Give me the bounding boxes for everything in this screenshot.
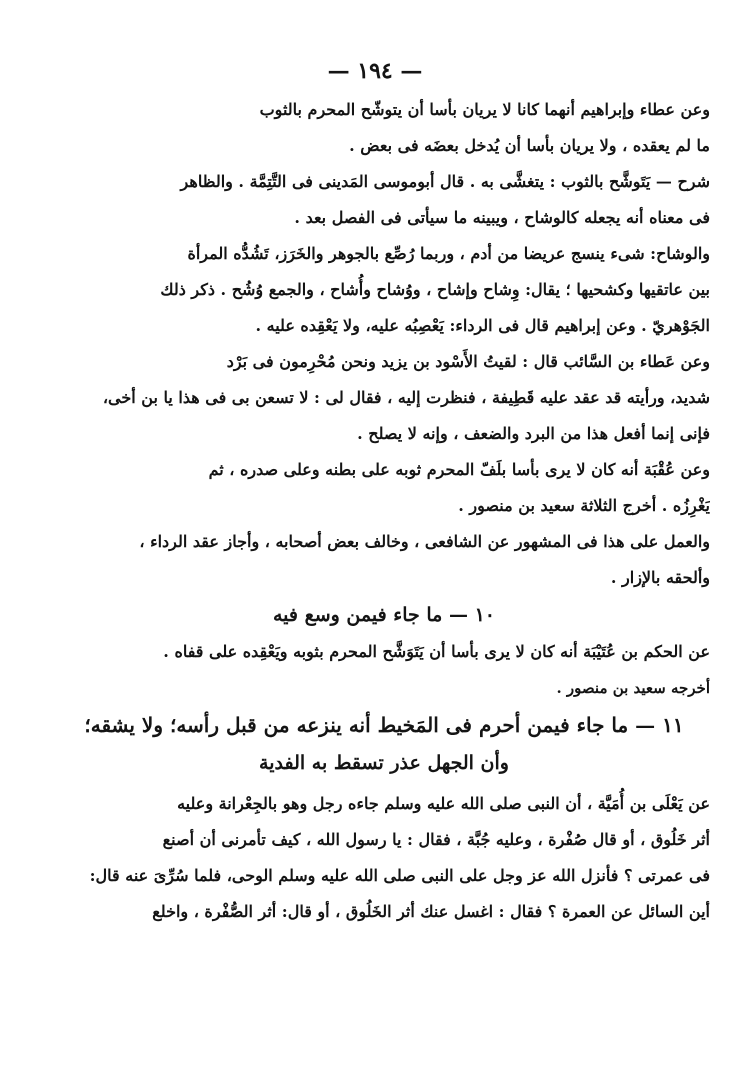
page-body [58, 92, 710, 930]
text-line: يَغْرِزُه . أخرج الثلاثة سعيد بن منصور . [458, 496, 710, 515]
text-line: فى معناه أنه يجعله كالوشاح ، ويبينه ما سيأتى فى الفصل بعد . [294, 208, 710, 227]
text-line: وعن عَطاء بن السَّائب قال : لقيتُ الأَسْود بن يزيد ونحن مُحْرِمون فى بَرْد [226, 352, 710, 371]
text-line: بين عاتقيها وكشحيها ؛ يقال: وِشاح وإشاح ، ووُشاح وأُشاح ، والجمع وُشُح . ذكر ذلك [160, 280, 710, 299]
text-line: أين السائل عن العمرة ؟ فقال : اغسل عنك أثر الخَلُوق ، أو قال: أثر الصُّفْرة ، واخلع [152, 902, 710, 921]
section-heading-11: ١١ — ما جاء فيمن أحرم فى المَخيط أنه ينزعه من قبل رأسه؛ ولا يشقه؛ [84, 713, 684, 737]
text-line: أخرجه سعيد بن منصور . [556, 679, 710, 697]
text-line: عن الحكم بن عُتَيْبَة أنه كان لا يرى بأسا أن يَتَوَشَّح المحرم بثوبه ويَعْقِده على قفاه . [163, 642, 710, 661]
section-heading-10: ١٠ — ما جاء فيمن وسع فيه [272, 604, 496, 626]
text-line: شديد، ورأيته قد عقد عليه قَطِيفة ، فنظرت إليه ، فقال لى : لا تسعن بى فى هذا يا بن أخى، [102, 388, 710, 407]
text-line: شرح — يَتَوشَّح بالثوب : يتغشَّى به . قال أبوموسى المَدينى فى التَّتِمَّة . والظاهر [180, 172, 710, 191]
text-line: وعن عُقْبَة أنه كان لا يرى بأسا بلَفّ المحرم ثوبه على بطنه وعلى صدره ، ثم [208, 460, 710, 479]
text-line: والوشاح: شىء ينسج عريضا من أدم ، وربما رُصِّع بالجوهر والخَرَز، تَشُدُّه المرأة [187, 244, 710, 263]
page-number: — ١٩٤ — [327, 58, 423, 84]
text-line: أثر خَلُوق ، أو قال صُفْرة ، وعليه جُبَّة ، فقال : يا رسول الله ، كيف تأمرنى أن أصنع [162, 830, 710, 849]
section-heading-11-continued: وأن الجهل عذر تسقط به الفدية [259, 752, 509, 774]
text-line: الجَوْهريّ . وعن إبراهيم قال فى الرداء: يَعْصِبُه عليه، ولا يَعْقِده عليه . [255, 316, 710, 335]
text-line: ما لم يعقده ، ولا يريان بأسا أن يُدخل بعضَه فى بعض . [349, 136, 710, 155]
text-line: والعمل على هذا فى المشهور عن الشافعى ، وخالف بعض أصحابه ، وأجاز عقد الرداء ، [139, 532, 710, 551]
text-line: فى عمرتى ؟ فأنزل الله عز وجل على النبى صلى الله عليه وسلم الوحى، فلما سُرِّىَ عنه قال: [89, 866, 710, 885]
text-line: عن يَعْلَى بن أُمَيَّة ، أن النبى صلى الله عليه وسلم جاءه رجل وهو بالجِعْرانة وعليه [177, 794, 710, 813]
text-line: وعن عطاء وإبراهيم أنهما كانا لا يريان بأسا أن يتوشّح المحرم بالثوب [259, 100, 710, 119]
text-line: فإنى إنما أفعل هذا من البرد والضعف ، وإنه لا يصلح . [357, 424, 710, 443]
text-line: وألحقه بالإزار . [610, 568, 710, 587]
